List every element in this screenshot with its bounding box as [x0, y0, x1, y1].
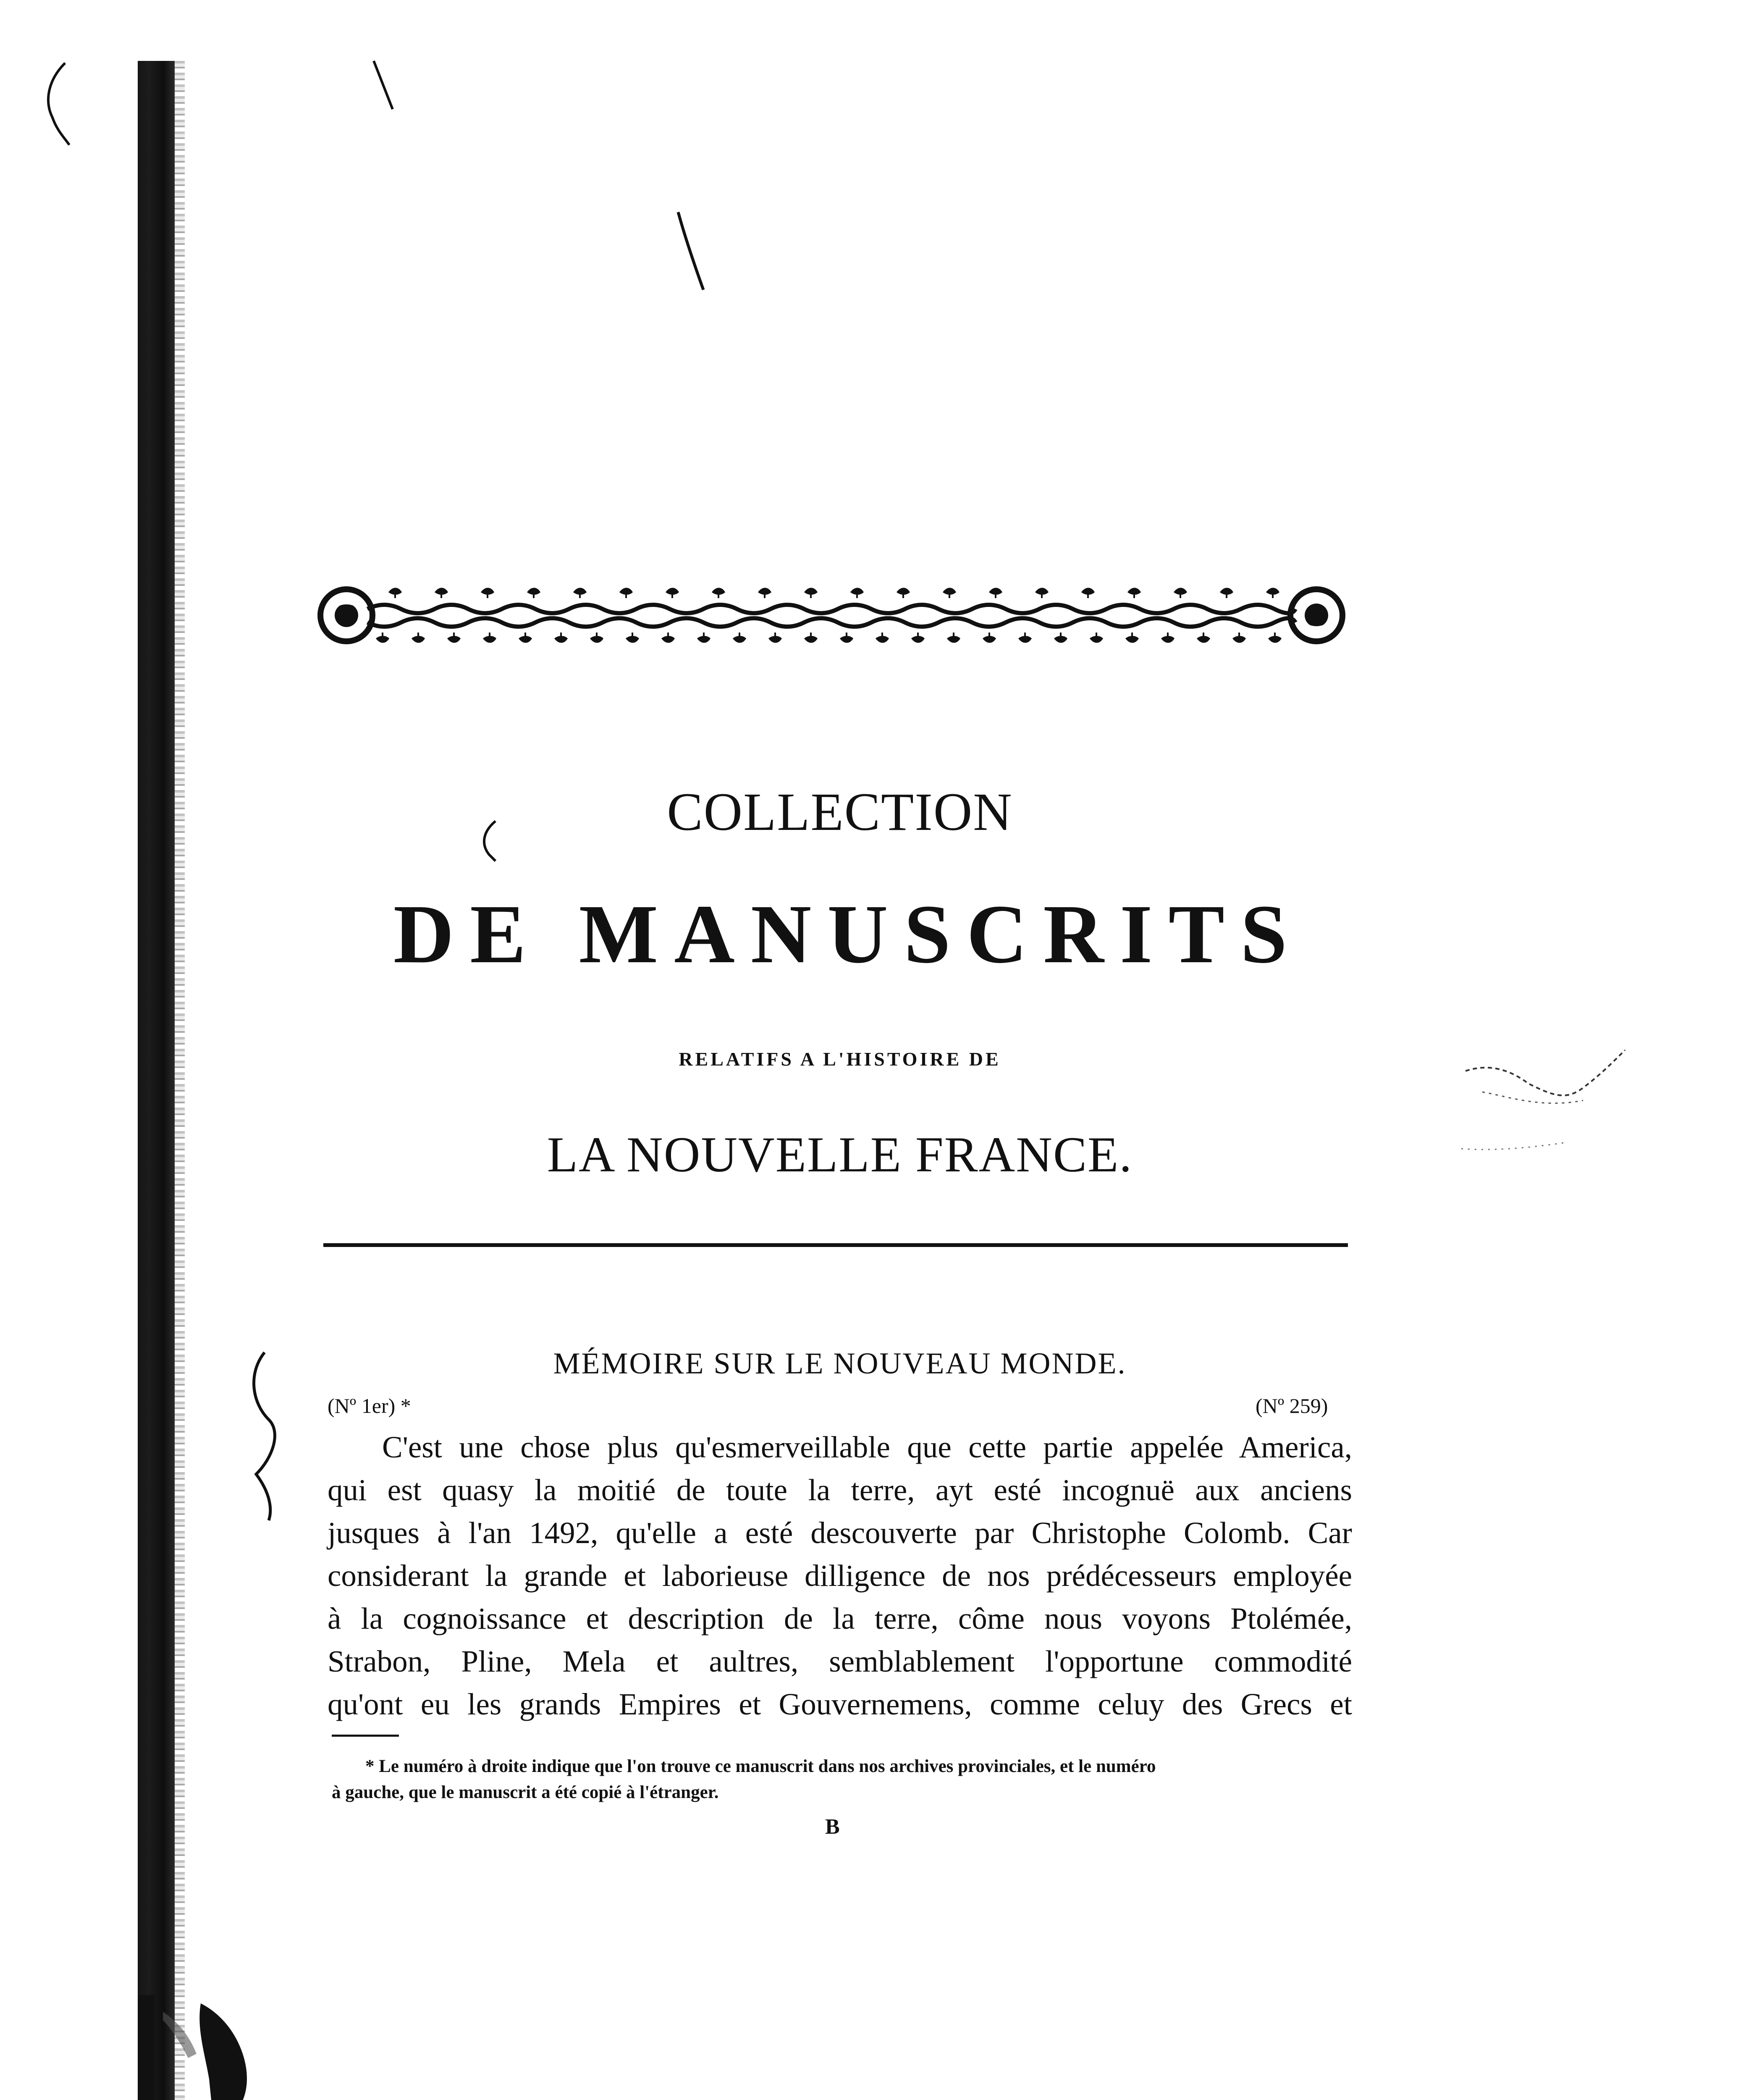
bracket-mark-left-margin	[239, 1348, 286, 1525]
footnote-separator	[332, 1735, 399, 1737]
body-line: C'est une chose plus qu'esmerveillable que cette partie appelée America,	[382, 1430, 1352, 1464]
title-divider-rule	[323, 1243, 1348, 1247]
bracket-mark-top-left	[36, 59, 73, 147]
title-nouvelle-france: LA NOUVELLE FRANCE.	[547, 1126, 1133, 1182]
stroke-mark-upper	[676, 210, 710, 294]
footnote-line: * Le numéro à droite indique que l'on trouve ce manuscrit dans nos archives provinciales, et le numéro	[365, 1756, 1156, 1776]
body-paragraph	[328, 1426, 1352, 1726]
scan-spine-shadow	[138, 61, 175, 2100]
scan-spine-speckle	[175, 61, 185, 2100]
body-line: qu'ont eu les grands Empires et Gouvernemens, comme celuy des Grecs et	[328, 1687, 1352, 1721]
footnote	[332, 1754, 1356, 1806]
title-collection: COLLECTION	[667, 782, 1013, 842]
manuscript-number-left: (Nº 1er) *	[328, 1394, 411, 1418]
signature-mark: B	[825, 1815, 840, 1839]
manuscript-number-right: (Nº 259)	[1256, 1394, 1328, 1418]
section-heading: MÉMOIRE SUR LE NOUVEAU MONDE.	[553, 1347, 1127, 1380]
body-line: jusques à l'an 1492, qu'elle a esté descouverte par Christophe Colomb. Car	[328, 1516, 1352, 1550]
stroke-mark-top	[372, 59, 397, 113]
body-line: considerant la grande et laborieuse dilligence de nos prédécesseurs employée	[328, 1559, 1352, 1593]
subtitle-relatifs: RELATIFS A L'HISTOIRE DE	[679, 1048, 1001, 1070]
body-line: Strabon, Pline, Mela et aultres, semblablement l'opportune commodité	[328, 1644, 1352, 1678]
title-de-manuscrits: DE MANUSCRITS	[393, 888, 1303, 981]
scan-corner-stain	[138, 1995, 264, 2100]
body-line: qui est quasy la moitié de toute la terre, ayt esté incognuë aux anciens	[328, 1473, 1352, 1507]
scribble-mark-right	[1457, 1046, 1633, 1155]
bracket-mark-title	[477, 819, 502, 865]
footnote-line: à gauche, que le manuscrit a été copié à l'étranger.	[332, 1782, 719, 1802]
decorative-ornament-border	[317, 575, 1346, 655]
body-line: à la cognoissance et description de la terre, côme nous voyons Ptolémée,	[328, 1601, 1352, 1635]
